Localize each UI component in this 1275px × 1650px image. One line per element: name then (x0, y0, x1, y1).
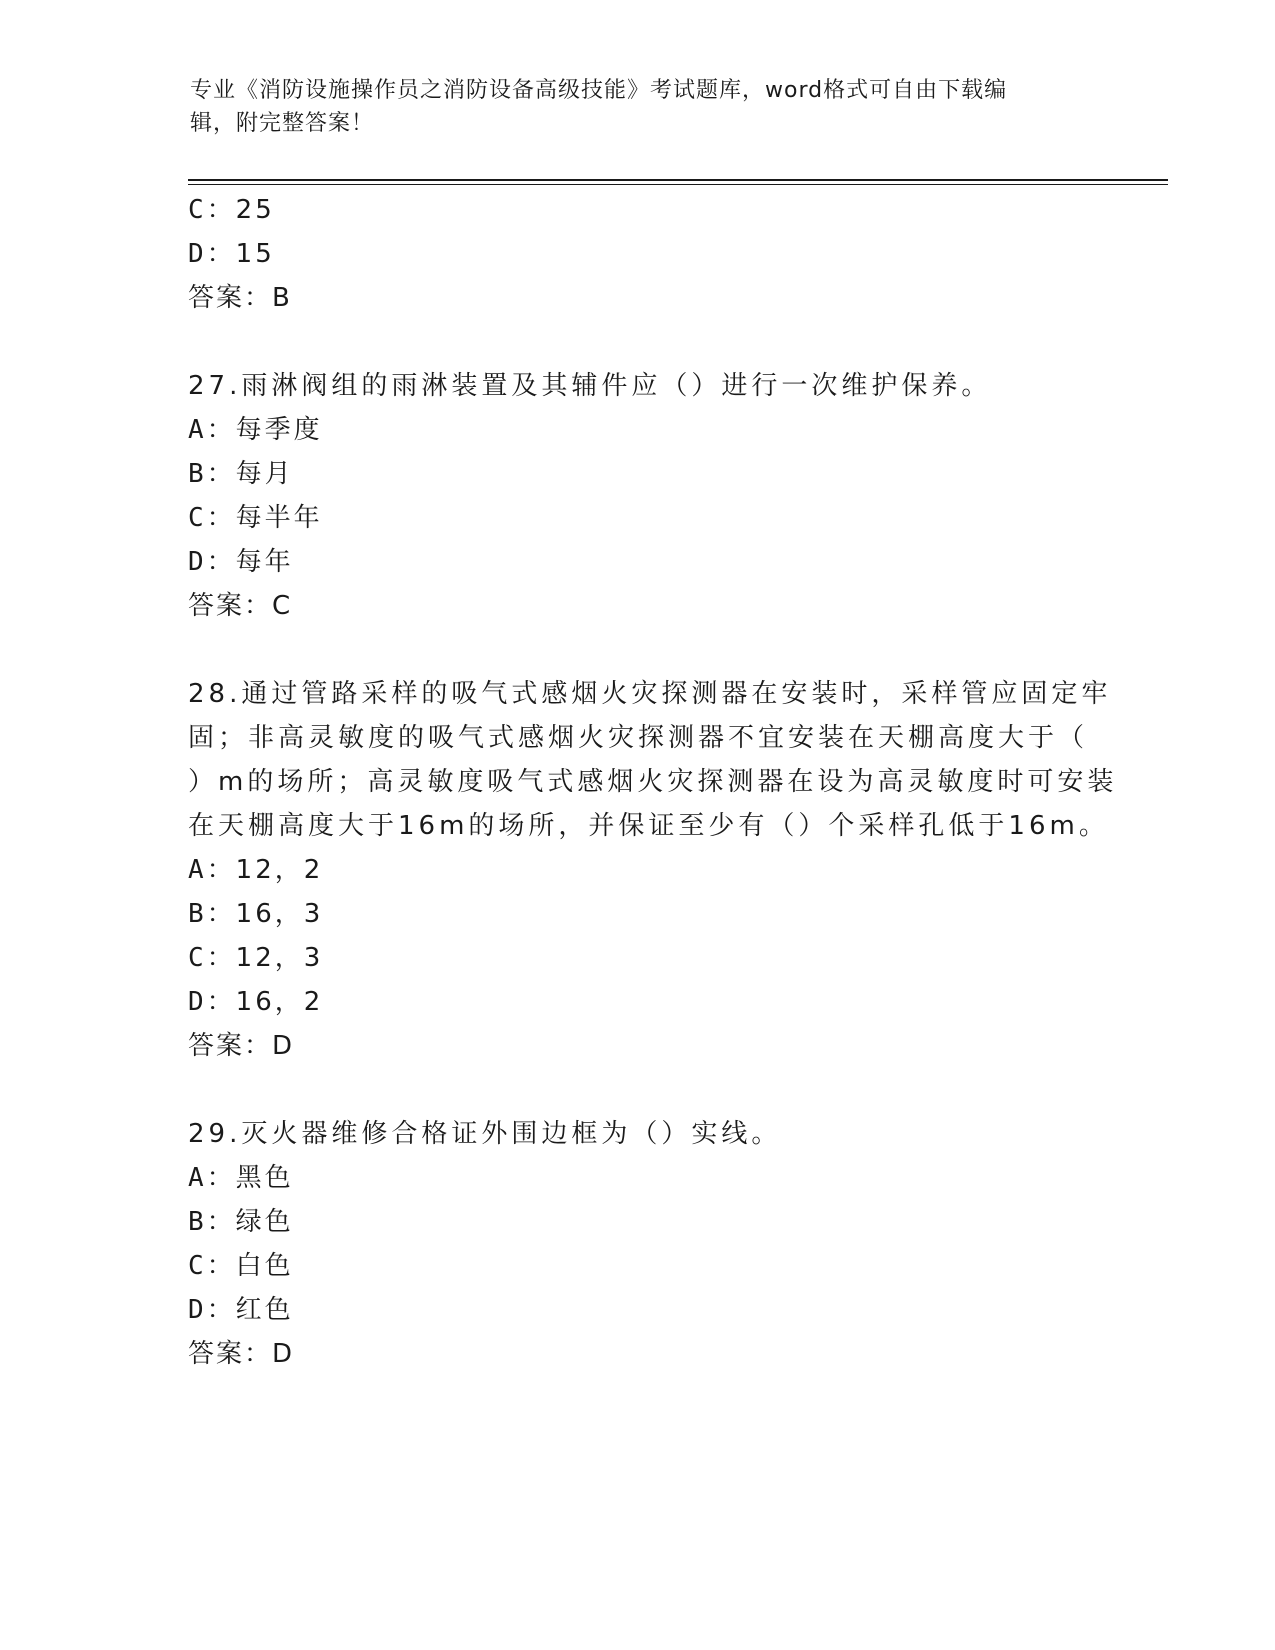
option-letter: C： (188, 195, 236, 225)
option-line (188, 546, 294, 578)
option-line (188, 502, 323, 534)
header-line-1: 专业《消防设施操作员之消防设备高级技能》考试题库，word格式可自由下载编 (190, 78, 1008, 103)
question-stem-line: 29.灭火器维修合格证外围边框为（）实线。 (188, 1119, 782, 1149)
header-rule-thick (188, 179, 1168, 181)
option-line (188, 1294, 294, 1326)
option-text: 每年 (235, 547, 294, 577)
header-line-2: 辑，附完整答案！ (190, 111, 375, 136)
answer-line: 答案：C (188, 591, 293, 621)
option-text: 25 (235, 195, 275, 225)
option-letter: D： (188, 1295, 236, 1325)
option-line (188, 458, 294, 490)
option-text: 每季度 (235, 415, 323, 445)
document-header (190, 74, 1080, 140)
option-text: 16，2 (235, 987, 324, 1017)
option-text: 白色 (235, 1251, 294, 1281)
answer-line: 答案：D (188, 1339, 295, 1369)
option-letter: B： (188, 899, 236, 929)
option-letter: B： (188, 1207, 236, 1237)
option-letter: C： (188, 943, 236, 973)
option-line (188, 194, 275, 226)
option-text: 12，2 (235, 855, 324, 885)
option-line (188, 854, 323, 886)
option-line (188, 1206, 294, 1238)
option-line (188, 1250, 294, 1282)
option-letter: B： (188, 459, 236, 489)
option-text: 16，3 (235, 899, 324, 929)
option-letter: D： (188, 547, 236, 577)
option-line (188, 898, 323, 930)
option-text: 15 (235, 239, 275, 269)
option-text: 每月 (235, 459, 294, 489)
answer-line: 答案：D (188, 1031, 295, 1061)
header-rule-thin (188, 184, 1168, 185)
option-letter: C： (188, 1251, 236, 1281)
option-text: 红色 (235, 1295, 294, 1325)
option-line (188, 1162, 294, 1194)
answer-line: 答案：B (188, 283, 292, 313)
option-line (188, 414, 323, 446)
option-letter: D： (188, 987, 236, 1017)
question-stem-line: 27.雨淋阀组的雨淋装置及其辅件应（）进行一次维护保养。 (188, 371, 992, 401)
option-text: 黑色 (235, 1163, 294, 1193)
option-letter: A： (188, 415, 236, 445)
option-line (188, 942, 323, 974)
option-letter: A： (188, 855, 236, 885)
option-text: 12，3 (235, 943, 324, 973)
option-letter: C： (188, 503, 236, 533)
question-stem-line: 28.通过管路采样的吸气式感烟火灾探测器在安装时，采样管应固定牢 (188, 679, 1112, 709)
option-text: 绿色 (235, 1207, 294, 1237)
option-line (188, 986, 323, 1018)
question-stem-line: 在天棚高度大于16m的场所，并保证至少有（）个采样孔低于16m。 (188, 811, 1109, 841)
option-line (188, 238, 275, 270)
question-stem-line: 固；非高灵敏度的吸气式感烟火灾探测器不宜安装在天棚高度大于（ (188, 723, 1089, 753)
option-letter: D： (188, 239, 236, 269)
question-stem-line: ）m的场所；高灵敏度吸气式感烟火灾探测器在设为高灵敏度时可安装 (188, 767, 1118, 797)
option-text: 每半年 (235, 503, 323, 533)
option-letter: A： (188, 1163, 236, 1193)
